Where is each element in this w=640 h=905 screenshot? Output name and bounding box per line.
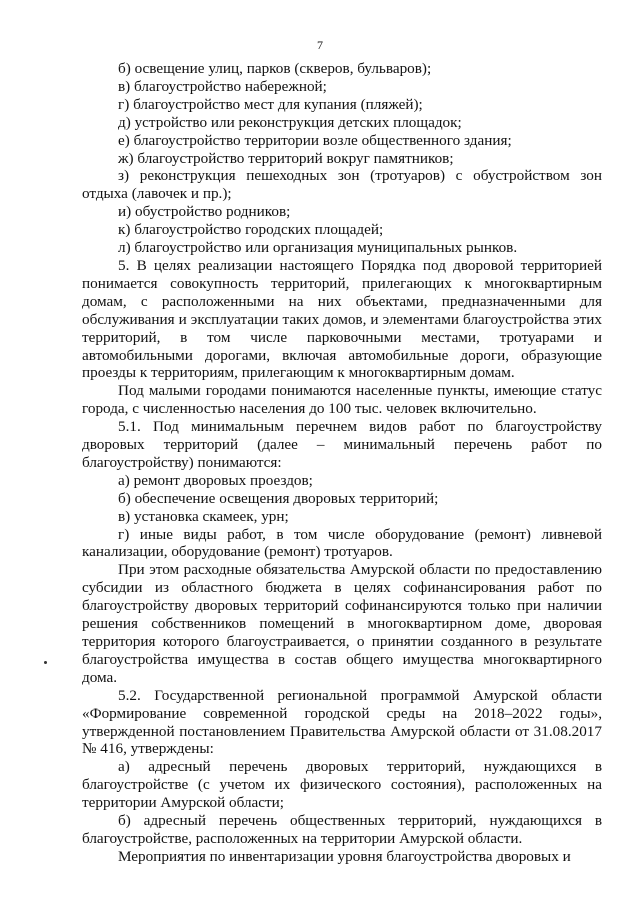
paragraph: б) адресный перечень общественных территорий, нуждающихся в благоустройстве, расположенных на территории Амурской области.: [82, 812, 602, 847]
paragraph: Под малыми городами понимаются населенные пункты, имеющие статус города, с численностью населения до 100 тыс. человек включительно.: [82, 382, 602, 418]
paragraph: в) установка скамеек, урн;: [118, 507, 289, 525]
paragraph: б) обеспечение освещения дворовых территорий;: [118, 489, 439, 507]
page-number: 7: [317, 38, 323, 52]
paragraph: 5. В целях реализации настоящего Порядка под дворовой территорией понимается совокупность территорий, прилегающих к многоквартирным домам, с расположенными на них объектами, предназначенными для обслуживания и эксплуатации таких домов, и элементами благоустройства этих территорий, в том числе парковочными местами, тротуарами и автомобильными дорогами, включая автомобильные дороги, образующие проезды к территориям, прилегающим к многоквартирным домам.: [82, 256, 602, 382]
paragraph: ж) благоустройство территорий вокруг памятников;: [118, 149, 454, 167]
paragraph: 5.1. Под минимальным перечнем видов работ по благоустройству дворовых территорий (далее – минимальный перечень работ по благоустройству) понимаются:: [82, 418, 602, 471]
paragraph: Мероприятия по инвентаризации уровня благоустройства дворовых и: [118, 847, 571, 865]
paragraph: б) освещение улиц, парков (скверов, бульваров);: [118, 60, 432, 77]
paragraph: 5.2. Государственной региональной программой Амурской области «Формирование современной городской среды на 2018–2022 годы», утвержденной постановлением Правительства Амурской области от 31.08.2017 № 416, утверждены:: [82, 686, 602, 758]
paragraph: г) благоустройство мест для купания (пляжей);: [118, 95, 423, 113]
paragraph: л) благоустройство или организация муниципальных рынков.: [118, 239, 518, 257]
paragraph: г) иные виды работ, в том числе оборудование (ремонт) ливневой канализации, оборудование (ремонт) тротуаров.: [82, 525, 602, 561]
paragraph: При этом расходные обязательства Амурской области по предоставлению субсидии из областного бюджета в целях софинансирования работ по благоустройству дворовых территорий софинансируются только при наличии решения собственников помещений в многоквартирном доме, дворовая территория которого благоустраивается, о принятии созданного в результате благоустройства имущества в состав общего имущества многоквартирного дома.: [82, 561, 602, 686]
paragraph: а) ремонт дворовых проездов;: [118, 471, 313, 489]
paragraph: в) благоустройство набережной;: [118, 77, 327, 95]
document-body: [82, 60, 602, 866]
paragraph: а) адресный перечень дворовых территорий, нуждающихся в благоустройстве (с учетом их физического состояния), расположенных на территории Амурской области;: [82, 758, 602, 812]
paragraph: е) благоустройство территории возле общественного здания;: [118, 131, 512, 149]
paragraph: к) благоустройство городских площадей;: [118, 221, 384, 239]
paragraph: з) реконструкция пешеходных зон (тротуаров) с обустройством зон отдыха (лавочек и пр.);: [82, 167, 602, 203]
paragraph: и) обустройство родников;: [118, 203, 291, 221]
scan-speck: [44, 661, 47, 664]
paragraph: д) устройство или реконструкция детских площадок;: [118, 113, 462, 131]
